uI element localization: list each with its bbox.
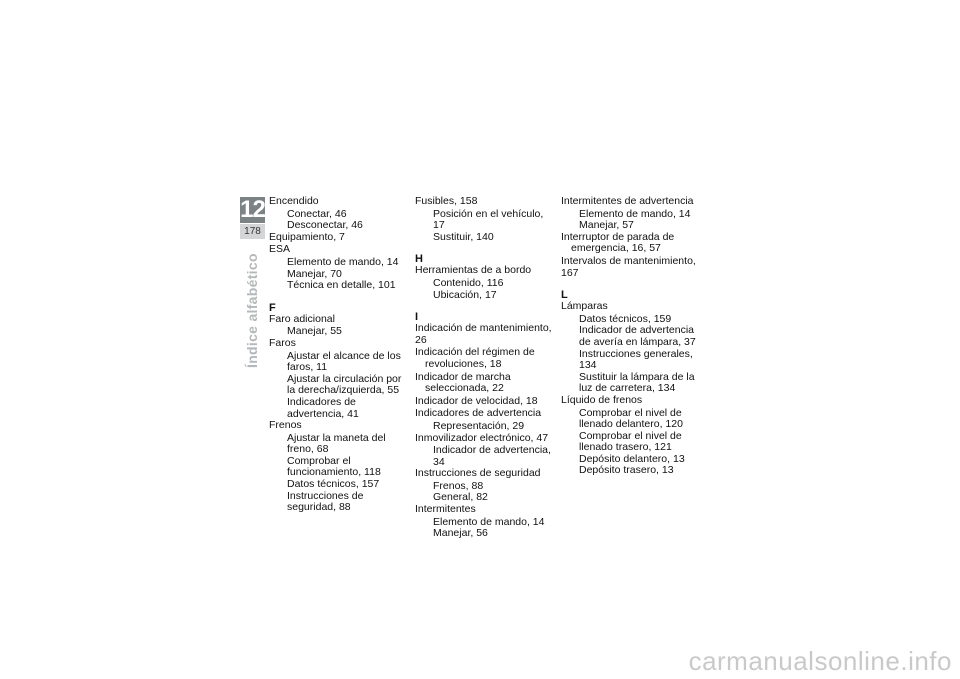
index-subentry: Elemento de mando, 14	[287, 255, 399, 268]
index-subentry: Depósito delantero, 13	[579, 452, 685, 465]
index-entry: Intervalos de mantenimiento, 167	[561, 254, 696, 279]
index-subentry: Indicador de advertencia, 34	[433, 444, 551, 468]
index-column-1	[269, 196, 409, 514]
index-entry: Indicación del régimen de revoluciones, 18	[415, 346, 535, 370]
index-subentry: Técnica en detalle, 101	[287, 279, 396, 292]
index-subentry: Ajustar la circulación por la derecha/izquierda, 55	[287, 372, 402, 397]
index-subentry: Ajustar el alcance de los faros, 11	[287, 349, 401, 374]
index-entry: Instrucciones de seguridad	[415, 467, 541, 480]
index-entry: Faros	[269, 336, 296, 349]
index-entry: Frenos	[269, 419, 302, 432]
index-subentry: Representación, 29	[433, 419, 525, 432]
index-entry: Faro adicional	[269, 312, 335, 325]
index-subentry: Manejar, 55	[287, 325, 342, 338]
index-subentry: Instrucciones de seguridad, 88	[287, 489, 364, 514]
index-subentry: Comprobar el nivel de llenado trasero, 121	[579, 429, 682, 454]
index-entry: Herramientas de a bordo	[415, 264, 532, 277]
chapter-tab	[240, 197, 265, 239]
index-subentry: Indicadores de advertencia, 41	[287, 395, 359, 420]
index-entry: Encendido	[269, 195, 319, 207]
index-entry: Intermitentes	[415, 503, 476, 516]
index-subentry: Contenido, 116	[433, 276, 504, 289]
index-subentry: Datos técnicos, 159	[579, 312, 672, 325]
index-entry: Líquido de frenos	[561, 393, 643, 406]
index-entry: Equipamiento, 7	[269, 230, 345, 243]
index-entry: Intermitentes de advertencia	[561, 195, 694, 207]
index-subentry: Instrucciones generales, 134	[579, 347, 693, 372]
index-letter-heading: F	[269, 301, 276, 314]
index-entry: Fusibles, 158	[415, 195, 478, 207]
index-entry: Indicadores de advertencia	[415, 407, 542, 420]
index-subentry: Conectar, 46	[287, 207, 347, 220]
index-subentry: Elemento de mando, 14	[433, 515, 545, 528]
index-subentry: Sustituir, 140	[433, 230, 494, 243]
index-subentry: Ajustar la maneta del freno, 68	[287, 431, 386, 456]
index-entry: ESA	[269, 243, 291, 256]
index-letter-heading: L	[561, 289, 568, 302]
index-entry: Lámparas	[561, 300, 608, 313]
index-entry: Indicador de velocidad, 18	[415, 394, 538, 407]
page-number: 178	[240, 224, 265, 239]
index-subentry: Sustituir la lámpara de la luz de carretera, 134	[579, 370, 695, 395]
index-entry: Interruptor de parada de emergencia, 16, 57	[561, 230, 675, 255]
index-letter-heading: H	[415, 253, 423, 266]
chapter-number: 12	[240, 196, 265, 223]
index-subentry: Indicador de advertencia de avería en lámpara, 37	[579, 324, 696, 348]
watermark: carmanualsonline.info	[688, 646, 952, 676]
index-subentry: Desconectar, 46	[287, 219, 363, 232]
index-column-2	[415, 196, 555, 540]
index-entry: Indicador de marcha seleccionada, 22	[415, 370, 511, 395]
index-subentry: Comprobar el funcionamiento, 118	[287, 454, 381, 479]
index-subentry: General, 82	[433, 491, 488, 504]
index-entry: Inmovilizador electrónico, 47	[415, 431, 549, 444]
section-title: Índice alfabético	[244, 253, 260, 368]
index-subentry: Comprobar el nivel de llenado delantero, 120	[579, 406, 683, 431]
index-letter-heading: I	[415, 311, 419, 324]
index-subentry: Datos técnicos, 157	[287, 478, 380, 491]
index-subentry: Manejar, 56	[433, 527, 488, 540]
index-subentry: Elemento de mando, 14	[579, 207, 691, 220]
index-subentry: Manejar, 57	[579, 219, 634, 232]
index-subentry: Posición en el vehículo, 17	[433, 207, 544, 232]
index-entry: Indicación de mantenimiento, 26	[415, 322, 552, 346]
index-subentry: Manejar, 70	[287, 267, 342, 280]
index-subentry: Ubicación, 17	[433, 288, 497, 301]
index-column-3	[561, 196, 701, 477]
index-subentry: Frenos, 88	[433, 479, 484, 492]
index-subentry: Depósito trasero, 13	[579, 464, 674, 477]
